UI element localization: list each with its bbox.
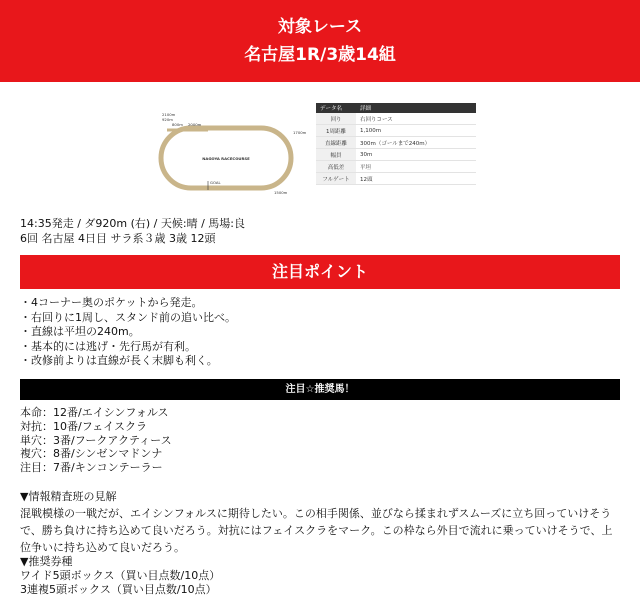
header-title-line1: 対象レース — [277, 17, 363, 37]
course-label-2000: 2000m — [188, 122, 202, 127]
table-cell-value: 300m（ゴールまで240m） — [356, 137, 476, 149]
highlight-points — [20, 296, 236, 369]
table-cell-value: 平坦 — [356, 161, 476, 173]
analysis-heading: ▼情報精査班の見解 — [20, 490, 117, 503]
table-cell-value: 1,100m — [356, 125, 476, 137]
course-name: NAGOYA RACECOURSE — [202, 156, 250, 161]
table-row — [316, 113, 476, 125]
recommend-picks — [20, 406, 172, 475]
list-item: ・直線は平坦の240m。 — [20, 325, 140, 339]
list-item: ・4コーナー奥のポケットから発走。 — [20, 296, 203, 309]
course-map — [158, 112, 308, 198]
table-row — [316, 161, 476, 173]
list-item: ワイド5頭ボックス（買い目点数/10点） — [20, 569, 221, 582]
table-cell-key: 高低差 — [316, 161, 356, 173]
race-info-line1: 14:35発走 / ダ920m (右) / 天候:晴 / 馬場:良 — [20, 217, 245, 230]
course-label-1700: 1700m — [293, 130, 307, 135]
list-item: 本命：12番/エイシンフォルス — [20, 406, 169, 419]
course-map-svg — [158, 112, 308, 198]
goal-label: GOAL — [210, 180, 221, 185]
list-item: ・基本的には逃げ・先行馬が有利。 — [20, 339, 196, 353]
list-item: ・改修前よりは直線が長く末脚も利く。 — [20, 354, 218, 368]
course-data-table — [316, 103, 476, 185]
race-header — [0, 0, 640, 82]
table-header-row — [316, 103, 476, 113]
highlight-banner: 注目ポイント — [20, 255, 620, 289]
analysis-text: 混戦模様の一戦だが、エイシンフォルスに期待したい。この相手関係、並びなら揉まれずスムーズに立ち回っていけそうで、勝ち負けに持ち込めて良いだろう。対抗にはフェイスクラをマーク。この枠なら外目で流れに乗っていけそうで、上位争いに持ち込めて良いだろう。 — [20, 507, 613, 554]
header-title-line2: 名古屋1R/3歳14組 — [244, 45, 396, 65]
table-row — [316, 173, 476, 185]
table-row — [316, 149, 476, 161]
table-cell-key: 回り — [316, 113, 356, 125]
course-label-920: 920m — [162, 117, 173, 122]
course-label-2100: 2100m — [162, 112, 176, 117]
table-row — [316, 125, 476, 137]
list-item: 単穴：3番/フークアクティース — [20, 433, 172, 447]
recommend-banner: 注目☆推奨馬！ — [20, 379, 620, 400]
course-label-800: 800m — [172, 122, 183, 127]
list-item: 複穴：8番/シンゼンマドンナ — [20, 447, 163, 461]
course-label-1500: 1500m — [274, 190, 288, 195]
analysis-section — [20, 488, 620, 556]
table-cell-key: 幅員 — [316, 149, 356, 161]
race-info-line2: 6回 名古屋 4日目 サラ系３歳 3歳 12頭 — [20, 232, 216, 245]
list-item: 注目：7番/キンコンテーラー — [20, 461, 163, 475]
list-item: 対抗：10番/フェイスクラ — [20, 419, 148, 433]
table-cell-key: 直線距離 — [316, 137, 356, 149]
table-cell-key: 1周距離 — [316, 125, 356, 137]
table-row — [316, 137, 476, 149]
table-cell-key: フルゲート — [316, 173, 356, 185]
table-cell-value: 30m — [356, 149, 476, 161]
table-cell-value: 右回りコース — [356, 113, 476, 125]
list-item: 3連複5頭ボックス（買い目点数/10点） — [20, 583, 217, 596]
bets-section — [20, 555, 220, 597]
table-header-value: 詳細 — [356, 103, 476, 113]
list-item: ・右回りに1周し、スタンド前の追い比べ。 — [20, 310, 236, 324]
table-header-key: データ名 — [316, 103, 356, 113]
bets-heading: ▼推奨券種 — [20, 555, 73, 568]
table-cell-value: 12頭 — [356, 173, 476, 185]
